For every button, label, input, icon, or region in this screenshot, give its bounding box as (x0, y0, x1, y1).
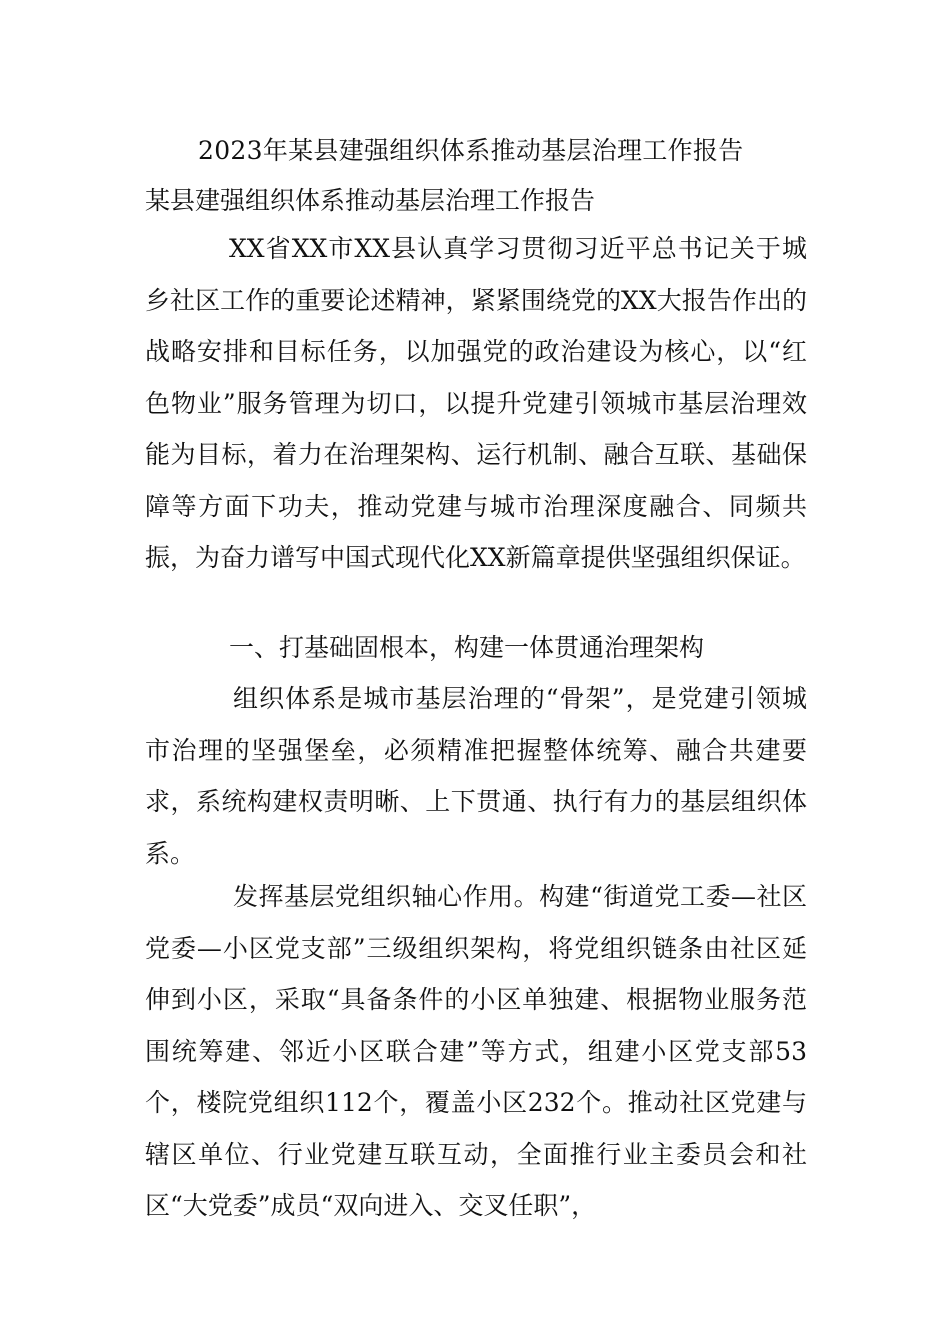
section-paragraph-2: 发挥基层党组织轴心作用。构建“街道党工委—社区党委—小区党支部”三级组织架构，将党组织链条由社区延伸到小区，采取“具备条件的小区单独建、根据物业服务范围统筹建、邻近小区联合建”等方式，组建小区党支部53个，楼院党组织112个，覆盖小区232个。推动社区党建与辖区单位、行业党建互联互动，全面推行业主委员会和社区“大党委”成员“双向进入、交叉任职”， (145, 882, 807, 1220)
section-paragraph-1: 组织体系是城市基层治理的“骨架”，是党建引领城市治理的坚强堡垒，必须精准把握整体统筹、融合共建要求，系统构建权责明晰、上下贯通、执行有力的基层组织体系。 (145, 684, 807, 868)
section-heading: 一、打基础固根本，构建一体贯通治理架构 (229, 633, 705, 662)
document-subtitle: 某县建强组织体系推动基层治理工作报告 (145, 186, 596, 215)
document-title: 2023年某县建强组织体系推动基层治理工作报告 (198, 136, 744, 165)
intro-paragraph: XX省XX市XX县认真学习贯彻习近平总书记关于城乡社区工作的重要论述精神，紧紧围绕党的XX大报告作出的战略安排和目标任务，以加强党的政治建设为核心，以“红色物业”服务管理为切口，以提升党建引领城市基层治理效能为目标，着力在治理架构、运行机制、融合互联、基础保障等方面下功夫，推动党建与城市治理深度融合、同频共振，为奋力谱写中国式现代化XX新篇章提供坚强组织保证。 (145, 234, 807, 572)
